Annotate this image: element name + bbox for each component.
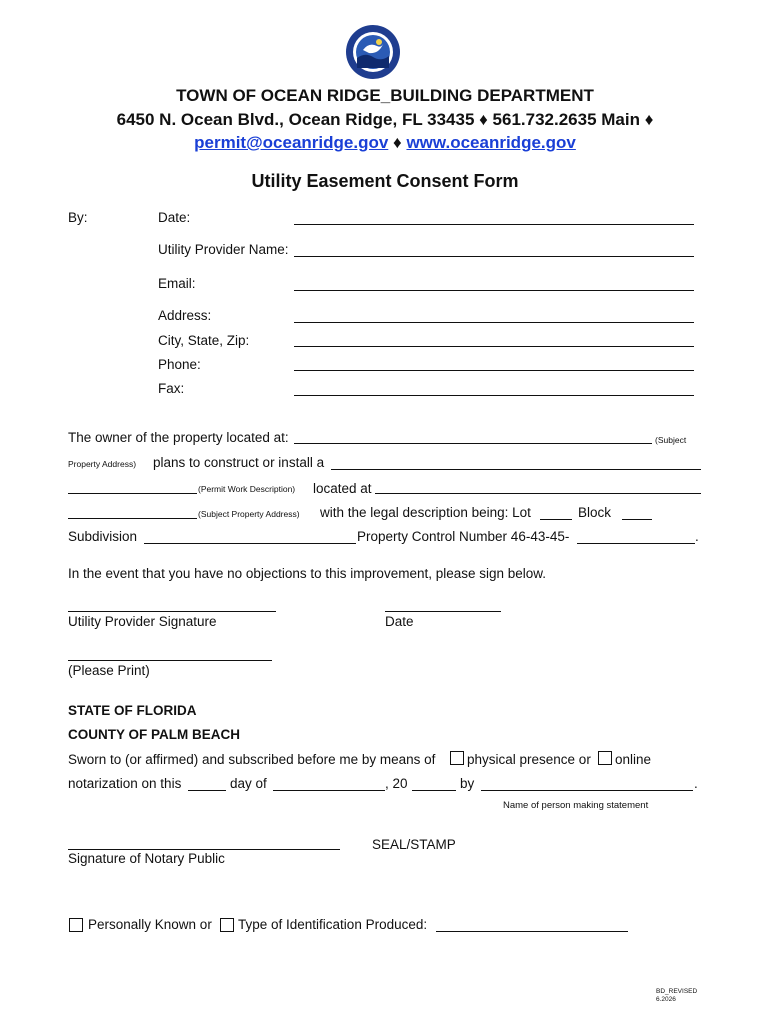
subject-address-field[interactable] xyxy=(68,518,197,519)
by-label: By: xyxy=(68,210,88,225)
phone-field[interactable] xyxy=(294,370,694,371)
revision-date: 6.2026 xyxy=(656,996,676,1003)
name-caption: Name of person making statement xyxy=(503,800,649,811)
address-field[interactable] xyxy=(294,322,694,323)
form-title: Utility Easement Consent Form xyxy=(251,171,519,191)
legal-description-text: with the legal description being: Lot xyxy=(320,505,531,520)
department-name: TOWN OF OCEAN RIDGE_BUILDING DEPARTMENT xyxy=(176,86,594,105)
address-label: Address: xyxy=(158,308,212,323)
phone-label: Phone: xyxy=(158,357,201,372)
provider-signature-line[interactable] xyxy=(68,611,276,612)
lot-field[interactable] xyxy=(540,519,572,520)
fax-field[interactable] xyxy=(294,395,694,396)
provider-signature-label: Utility Provider Signature xyxy=(68,614,217,629)
owner-text: The owner of the property located at: xyxy=(68,430,289,445)
block-label: Block xyxy=(578,505,612,520)
fax-label: Fax: xyxy=(158,381,185,396)
year-prefix-label: , 20 xyxy=(385,776,408,791)
permit-description-field[interactable] xyxy=(68,493,197,494)
pcn-field[interactable] xyxy=(577,543,695,544)
notarization-text: notarization on this xyxy=(68,776,182,791)
separator: ♦ xyxy=(393,133,402,152)
notary-signature-line[interactable] xyxy=(68,849,340,850)
id-produced-checkbox[interactable] xyxy=(220,918,234,932)
permit-description-caption: (Permit Work Description) xyxy=(198,484,296,494)
plans-text: plans to construct or install a xyxy=(153,455,325,470)
subject-address-caption: (Subject Property Address) xyxy=(198,509,300,519)
block-field[interactable] xyxy=(622,519,652,520)
property-address-caption: Property Address) xyxy=(68,459,137,469)
subject-caption: (Subject xyxy=(655,435,687,445)
physical-presence-label: physical presence or xyxy=(467,752,591,767)
id-type-field[interactable] xyxy=(436,931,628,932)
located-at-field[interactable] xyxy=(375,493,701,494)
year-field[interactable] xyxy=(412,790,456,791)
please-print-label: (Please Print) xyxy=(68,663,150,678)
print-name-line[interactable] xyxy=(68,660,272,661)
month-field[interactable] xyxy=(273,790,385,791)
personally-known-checkbox[interactable] xyxy=(69,918,83,932)
email-link[interactable]: permit@oceanridge.gov xyxy=(194,133,389,152)
email-field[interactable] xyxy=(294,290,694,291)
located-at-text: located at xyxy=(313,481,372,496)
day-field[interactable] xyxy=(188,790,226,791)
revision-label: BD_REVISED xyxy=(656,988,698,995)
id-produced-label: Type of Identification Produced: xyxy=(238,917,428,932)
improvement-field[interactable] xyxy=(331,469,701,470)
state-heading: STATE OF FLORIDA xyxy=(68,703,197,718)
subdivision-field[interactable] xyxy=(144,543,356,544)
by-name-label: by xyxy=(460,776,475,791)
notary-signature-label: Signature of Notary Public xyxy=(68,851,225,866)
provider-name-field[interactable] xyxy=(294,256,694,257)
property-address-field[interactable] xyxy=(294,443,652,444)
city-field[interactable] xyxy=(294,346,694,347)
provider-name-label: Utility Provider Name: xyxy=(158,242,289,257)
personally-known-label: Personally Known or xyxy=(88,917,212,932)
signature-date-label: Date xyxy=(385,614,414,629)
statement-name-field[interactable] xyxy=(481,790,693,791)
sworn-text: Sworn to (or affirmed) and subscribed before me by means of xyxy=(68,752,436,767)
email-label: Email: xyxy=(158,276,196,291)
online-checkbox[interactable] xyxy=(598,751,612,765)
physical-presence-checkbox[interactable] xyxy=(450,751,464,765)
contact-links xyxy=(0,133,770,153)
pcn-label: Property Control Number 46-43-45- xyxy=(357,529,570,544)
town-seal-icon xyxy=(345,24,401,80)
date-field[interactable] xyxy=(294,224,694,225)
notary-period: . xyxy=(694,776,698,791)
online-label: online xyxy=(615,752,652,767)
department-address: 6450 N. Ocean Blvd., Ocean Ridge, FL 33435 ♦ 561.732.2635 Main ♦ xyxy=(116,110,654,129)
seal-stamp-label: SEAL/STAMP xyxy=(372,837,456,852)
objection-statement: In the event that you have no objections to this improvement, please sign below. xyxy=(68,566,547,581)
signature-date-line[interactable] xyxy=(385,611,501,612)
day-of-label: day of xyxy=(230,776,267,791)
subdivision-label: Subdivision xyxy=(68,529,138,544)
pcn-period: . xyxy=(695,529,699,544)
city-label: City, State, Zip: xyxy=(158,333,250,348)
website-link[interactable]: www.oceanridge.gov xyxy=(406,133,576,152)
date-label: Date: xyxy=(158,210,191,225)
county-heading: COUNTY OF PALM BEACH xyxy=(68,727,240,742)
